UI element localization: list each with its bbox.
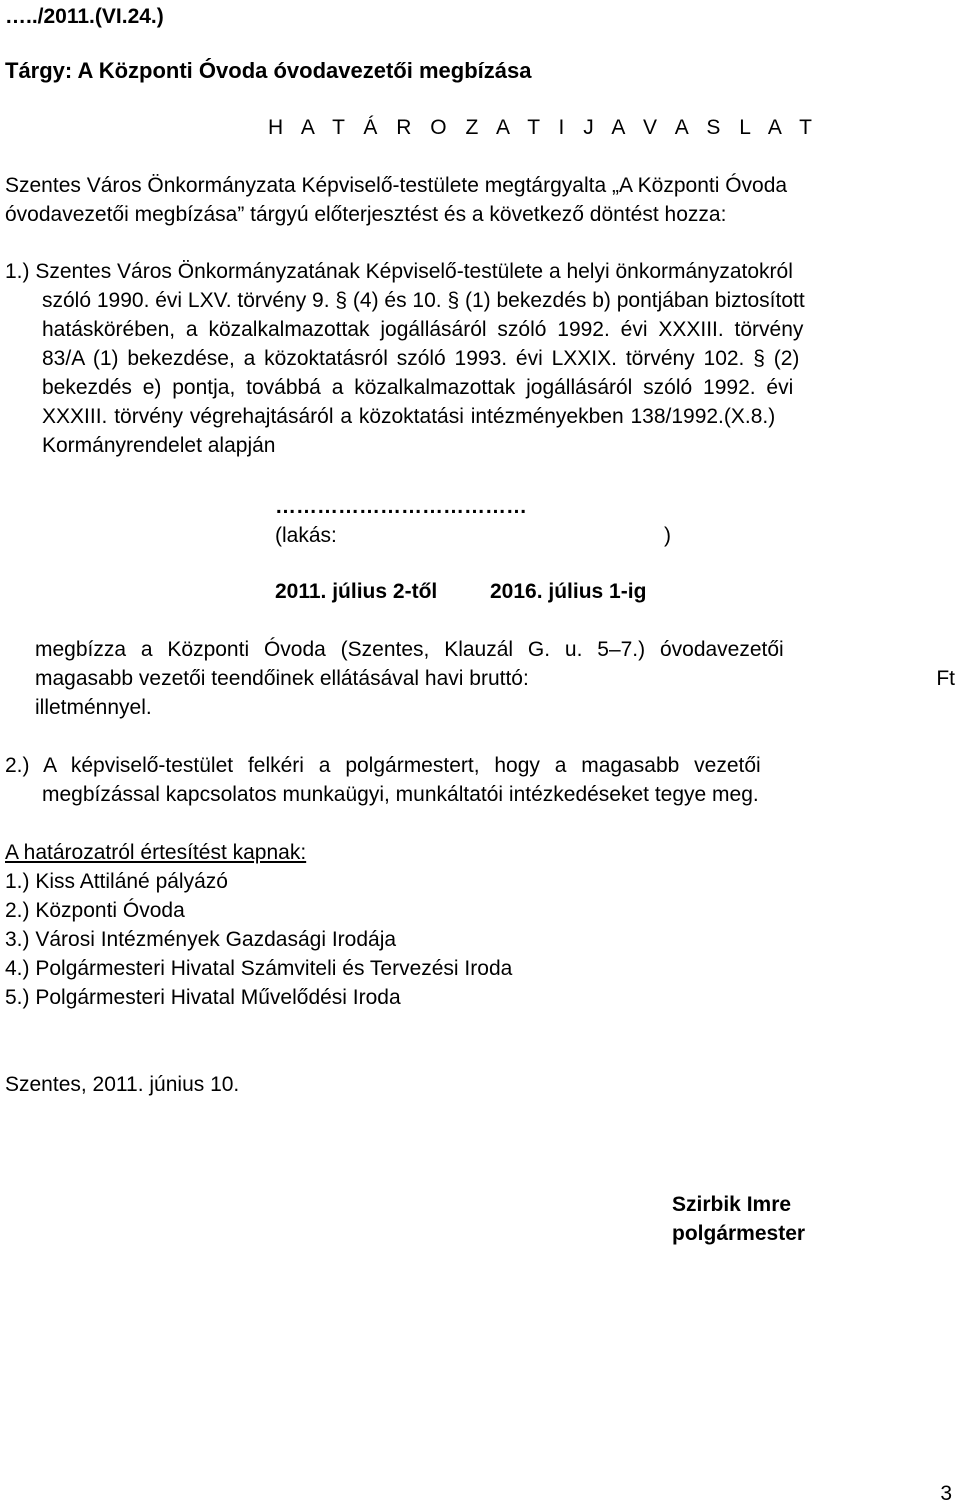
point1-line-2: szóló 1990. évi LXV. törvény 9. § (4) és 10. § (1) bekezdés b) pontjában biztosított bbox=[42, 289, 805, 312]
intro-line-2: óvodavezetői megbízása” tárgyú előterjesztést és a következő döntést hozza: bbox=[5, 203, 727, 226]
recipient-item: 2.) Központi Óvoda bbox=[5, 899, 185, 922]
recipients-heading: A határozatról értesítést kapnak: bbox=[5, 841, 307, 864]
proposal-title: H A T Á R O Z A T I J A V A S L A T bbox=[268, 116, 819, 139]
point1-line-6: XXXIII. törvény végrehajtásáról a közoktatási intézményekben 138/1992.(X.8.) bbox=[42, 405, 776, 428]
commission-salary-text: magasabb vezetői teendőinek ellátásával havi bruttó: bbox=[35, 667, 529, 690]
commission-line-1: megbízza a Központi Óvoda (Szentes, Klauzál G. u. 5–7.) óvodavezetői bbox=[35, 638, 784, 661]
point1-line-1: 1.) Szentes Város Önkormányzatának Képviselő-testülete a helyi önkormányzatokról bbox=[5, 260, 793, 283]
point1-line-3: hatáskörében, a közalkalmazottak jogállásáról szóló 1992. évi XXXIII. törvény bbox=[42, 318, 804, 341]
document-subject: Tárgy: A Központi Óvoda óvodavezetői megbízása bbox=[5, 58, 532, 83]
signatory-name: Szirbik Imre bbox=[672, 1193, 792, 1216]
signature-block bbox=[672, 1190, 805, 1248]
recipient-item: 3.) Városi Intézmények Gazdasági Irodája bbox=[5, 928, 397, 951]
commission-currency: Ft bbox=[936, 667, 955, 690]
point1-line-7: Kormányrendelet alapján bbox=[42, 434, 276, 457]
commission-line-2 bbox=[35, 668, 955, 689]
period-from: 2011. július 2-től bbox=[275, 580, 438, 603]
point1-line-4: 83/A (1) bekezdése, a közoktatásról szóló 1993. évi LXXIX. törvény 102. § (2) bbox=[42, 347, 800, 370]
point2-line-1: 2.) A képviselő-testület felkéri a polgármestert, hogy a magasabb vezetői bbox=[5, 754, 761, 777]
place-date: Szentes, 2011. június 10. bbox=[5, 1073, 240, 1096]
page-number: 3 bbox=[940, 1482, 952, 1505]
signatory-title: polgármester bbox=[672, 1222, 806, 1245]
reference-number: …../2011.(VI.24.) bbox=[5, 5, 164, 28]
recipient-item: 1.) Kiss Attiláné pályázó bbox=[5, 870, 228, 893]
residence-close: ) bbox=[664, 524, 671, 547]
residence-label: (lakás: bbox=[275, 524, 337, 547]
point2-line-2: megbízással kapcsolatos munkaügyi, munkáltatói intézkedéseket tegye meg. bbox=[42, 783, 759, 806]
appointee-name-placeholder: ……………………………… bbox=[275, 495, 527, 518]
intro-line-1: Szentes Város Önkormányzata Képviselő-testülete megtárgyalta „A Központi Óvoda bbox=[5, 174, 788, 197]
recipient-item: 4.) Polgármesteri Hivatal Számviteli és Tervezési Iroda bbox=[5, 957, 513, 980]
recipient-item: 5.) Polgármesteri Hivatal Művelődési Iroda bbox=[5, 986, 401, 1009]
point1-line-5: bekezdés e) pontja, továbbá a közalkalmazottak jogállásáról szóló 1992. évi bbox=[42, 376, 794, 399]
commission-line-3: illetménnyel. bbox=[35, 696, 152, 719]
period-to: 2016. július 1-ig bbox=[490, 580, 647, 603]
